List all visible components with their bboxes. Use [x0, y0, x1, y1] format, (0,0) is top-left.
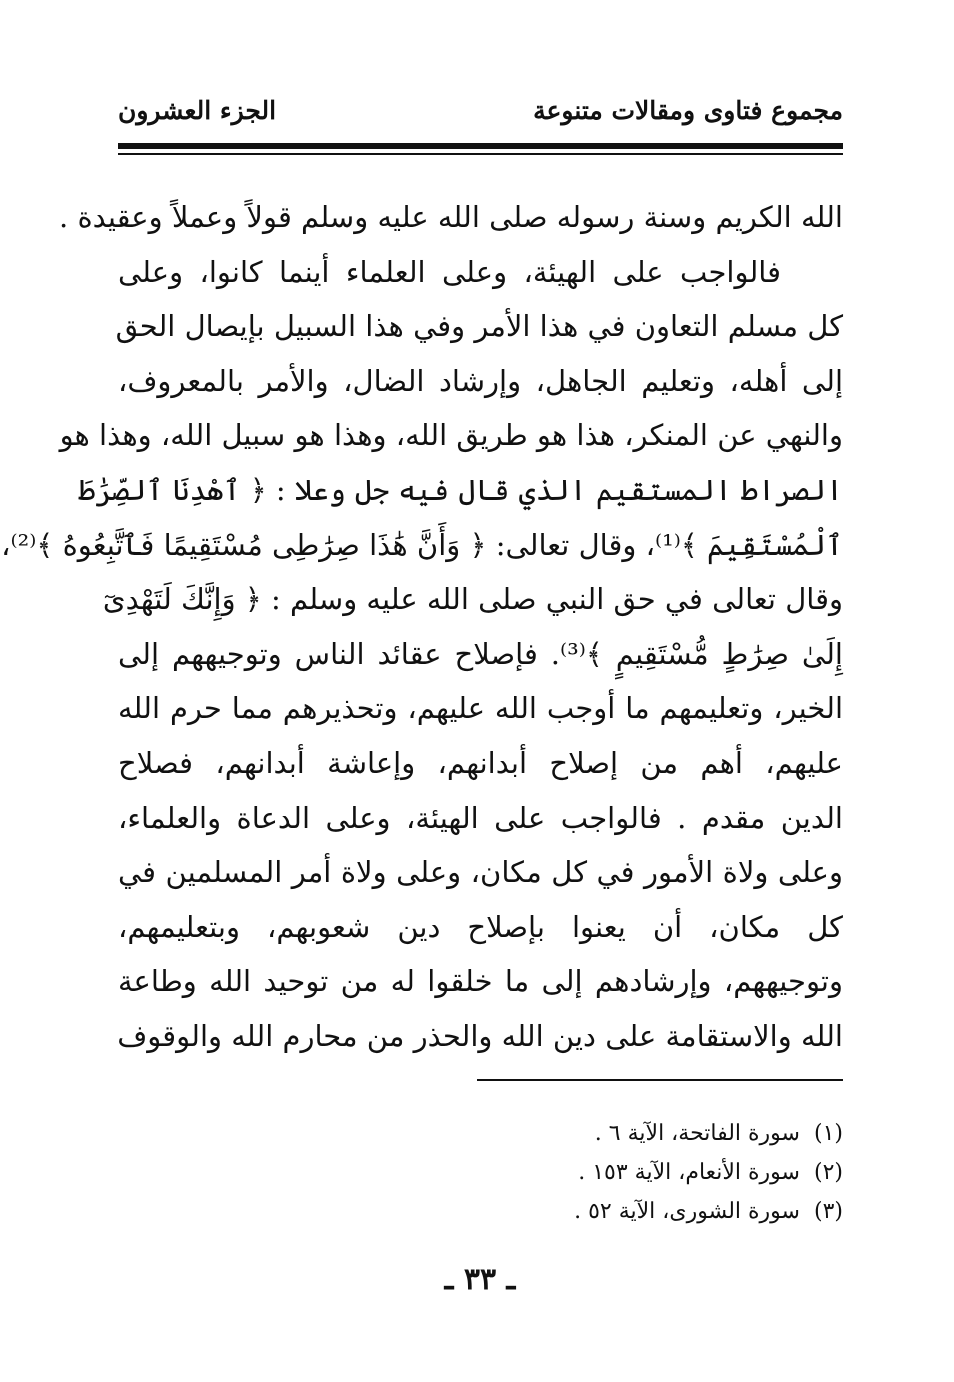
footnote-number: (٢) — [813, 1160, 843, 1185]
text-line: ٱلْمُسْتَقِيمَ ﴾⁽¹⁾، وقال تعالى: ﴿ وَأَنَّ هَٰذَا صِرَٰطِى مُسْتَقِيمًا فَٱتَّبِعُوهُ ﴾⁽²⁾، — [1, 527, 843, 562]
text-line: إِلَىٰ صِرَٰطٍ مُّسْتَقِيمٍ ﴾⁽³⁾. فإصلاح عقائد الناس وتوجيههم إلى — [118, 636, 843, 671]
footnote-text: سورة الأنعام، الآية ١٥٣ . — [578, 1160, 800, 1185]
text-line: الدين مقدم . فالواجب على الهيئة، وعلى الدعاة والعلماء، — [118, 800, 843, 835]
text-line: وتوجيههم، وإرشادهم إلى ما خلقوا له من توحيد الله وطاعة — [118, 964, 843, 999]
footnote — [450, 1114, 843, 1153]
footnote-separator — [477, 1079, 843, 1081]
footnote-text: سورة الشورى، الآية ٥٢ . — [574, 1199, 800, 1224]
text-line: والنهي عن المنكر، هذا هو طريق الله، وهذا هو سبيل الله، وهذا هو — [59, 418, 843, 453]
text-line: كل مسلم التعاون في هذا الأمر وفي هذا السبيل بإيصال الحق — [115, 309, 843, 344]
text-line: الله الكريم وسنة رسوله صلى الله عليه وسلم قولاً وعملاً وعقيدة . — [59, 200, 843, 234]
running-header — [118, 96, 843, 136]
text-line: فالواجب على الهيئة، وعلى العلماء أينما كانوا، وعلى — [118, 254, 781, 289]
body-text — [1, 190, 843, 1064]
text-line: الصراط المستقيم الذي قال فيه جل وعلا : ﴿ ٱهْدِنَا ٱلصِّرَٰطَ — [78, 472, 843, 507]
text-line: وقال تعالى في حق النبي صلى الله عليه وسلم : ﴿ وَإِنَّكَ لَتَهْدِىٓ — [102, 582, 843, 617]
page-number: ـ ٣٣ ـ — [444, 1262, 516, 1297]
book-title: مجموع فتاوى ومقالات متنوعة — [533, 96, 843, 125]
footnote-number: (٣) — [813, 1199, 843, 1224]
text-line: وعلى ولاة الأمور في كل مكان، وعلى ولاة أمر المسلمين في — [118, 855, 843, 890]
footnotes — [450, 1114, 843, 1231]
text-line: الله والاستقامة على دين الله والحذر من محارم الله والوقوف — [117, 1018, 843, 1053]
header-rule-thick — [118, 143, 843, 149]
footnote — [450, 1192, 843, 1231]
text-line: كل مكان، أن يعنوا بإصلاح دين شعوبهم، وبتعليمهم، — [118, 909, 843, 944]
text-line: الخير، وتعليمهم ما أوجب الله عليهم، وتحذيرهم مما حرم الله — [118, 691, 843, 726]
volume-label: الجزء العشرون — [118, 96, 277, 125]
footnote-text: سورة الفاتحة، الآية ٦ . — [594, 1121, 800, 1146]
text-line: إلى أهله، وتعليم الجاهل، وإرشاد الضال، والأمر بالمعروف، — [118, 363, 843, 398]
text-line: عليهم، أهم من إصلاح أبدانهم، وإعاشة أبدانهم، فصلاح — [118, 745, 843, 780]
header-rule-thin — [118, 153, 843, 155]
footnote — [450, 1153, 843, 1192]
footnote-number: (١) — [813, 1121, 843, 1146]
